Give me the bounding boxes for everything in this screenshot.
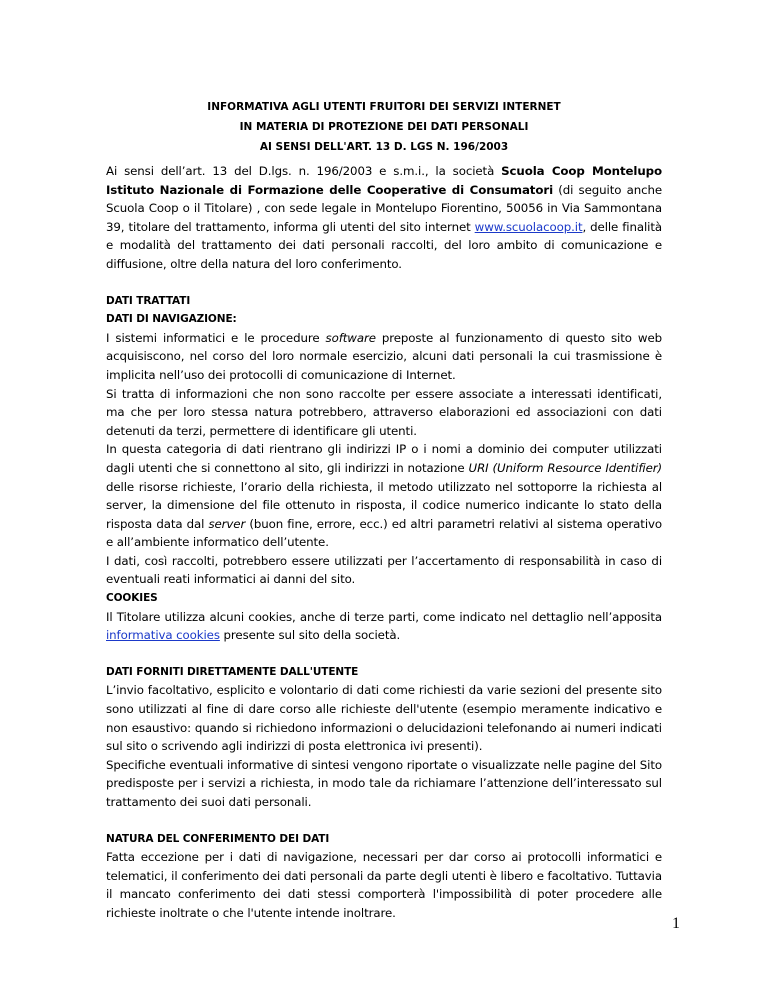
intro-text: , delle finalità e modalità del trattamento dei dati personali raccolti, del loro ambito di comunicazione e diffusione, oltre della natura del loro conferimento.: [106, 219, 662, 271]
user-data-paragraph-1: L’invio facoltativo, esplicito e volontario di dati come richiesti da varie sezioni del presente sito sono utilizzati al fine di dare corso alle richieste dell'utente (esempio meramente indicativo e non esaustivo: quando si richiedono informazioni o delucidazioni telefonando ai numeri indicati sul sito o scrivendo agli indirizzi di posta elettronica ivi presenti).: [106, 683, 662, 754]
navigation-paragraph-3: In questa categoria di dati rientrano gli indirizzi IP o i nomi a dominio dei computer utilizzati dagli utenti che si connettono al sito, gli indirizzi in notazione URI (Uniform Resource Identifier) delle risorse richieste, l’orario della richiesta, il metodo utilizzato nel sottoporre la richiesta al server, la dimensione del file ottenuto in risposta, il codice numerico indicante lo stato della risposta data dal server (buon fine, errore, ecc.) ed altri parametri relativi al sistema operativo e all’ambiente informatico dell’utente.: [106, 442, 662, 550]
navigation-paragraph-2: Si tratta di informazioni che non sono raccolte per essere associate a interessati identificati, ma che per loro stessa natura potrebbero, attraverso elaborazioni ed associazioni con dati detenuti da terzi, permettere di identificare gli utenti.: [106, 386, 662, 438]
website-link[interactable]: www.scuolacoop.it: [474, 219, 583, 234]
navigation-paragraph-4: I dati, così raccolti, potrebbero essere utilizzati per l’accertamento di responsabilità in caso di eventuali reati informatici ai danni del sito.: [106, 553, 662, 587]
section-title-dati-navigazione: DATI DI NAVIGAZIONE:: [106, 313, 237, 326]
section-title-dati-trattati: DATI TRATTATI: [106, 294, 191, 307]
page-number: 1: [672, 915, 680, 932]
company-name: Scuola Coop Montelupo Istituto Nazionale di Formazione delle Cooperative di Consumatori: [106, 164, 663, 197]
heading-line-2: IN MATERIA DI PROTEZIONE DEI DATI PERSONALI: [239, 121, 529, 133]
section-title-dati-forniti: DATI FORNITI DIRETTAMENTE DALL'UTENTE: [106, 665, 359, 678]
natura-paragraph: Fatta eccezione per i dati di navigazione, necessari per dar corso ai protocolli informatici e telematici, il conferimento dei dati personali da parte degli utenti è libero e facoltativo. Tuttavia il mancato conferimento dei dati stessi comporterà l'impossibilità di poter procedere alle richieste inoltrate o che l'utente intende inoltrare.: [106, 850, 662, 920]
section-title-cookies: COOKIES: [106, 592, 158, 605]
heading-line-1: INFORMATIVA AGLI UTENTI FRUITORI DEI SERVIZI INTERNET: [207, 101, 561, 113]
intro-text: Ai sensi dell’art. 13 del D.lgs. n. 196/2003 e s.m.i., la società: [106, 164, 502, 178]
heading-line-3: AI SENSI DELL'ART. 13 D. LGS N. 196/2003: [259, 141, 509, 153]
document-body: [106, 162, 662, 923]
section-title-natura: NATURA DEL CONFERIMENTO DEI DATI: [106, 832, 330, 845]
user-data-paragraph-2: Specifiche eventuali informative di sintesi vengono riportate o visualizzate nelle pagine del Sito predisposte per i servizi a richiesta, in modo tale da richiamare l’attenzione dell’interessato sul trattamento dei suoi dati personali.: [106, 757, 662, 809]
document-heading: [0, 97, 768, 157]
intro-text: (di seguito anche Scuola Coop o il Titolare) , con sede legale in Montelupo Fiorentino, 50056 in Via Sammontana 39, titolare del trattamento, informa gli utenti del sito internet: [106, 182, 663, 234]
intro-paragraph: [106, 162, 662, 274]
navigation-paragraph-1: I sistemi informatici e le procedure software preposte al funzionamento di questo sito web acquisiscono, nel corso del loro normale esercizio, alcuni dati personali la cui trasmissione è implicita nell’uso dei protocolli di comunicazione di Internet.: [106, 330, 662, 382]
cookies-policy-link[interactable]: informativa cookies: [106, 628, 220, 643]
cookies-paragraph: Il Titolare utilizza alcuni cookies, anche di terze parti, come indicato nel dettaglio nell’apposita informativa cookies presente sul sito della società.: [106, 609, 662, 643]
